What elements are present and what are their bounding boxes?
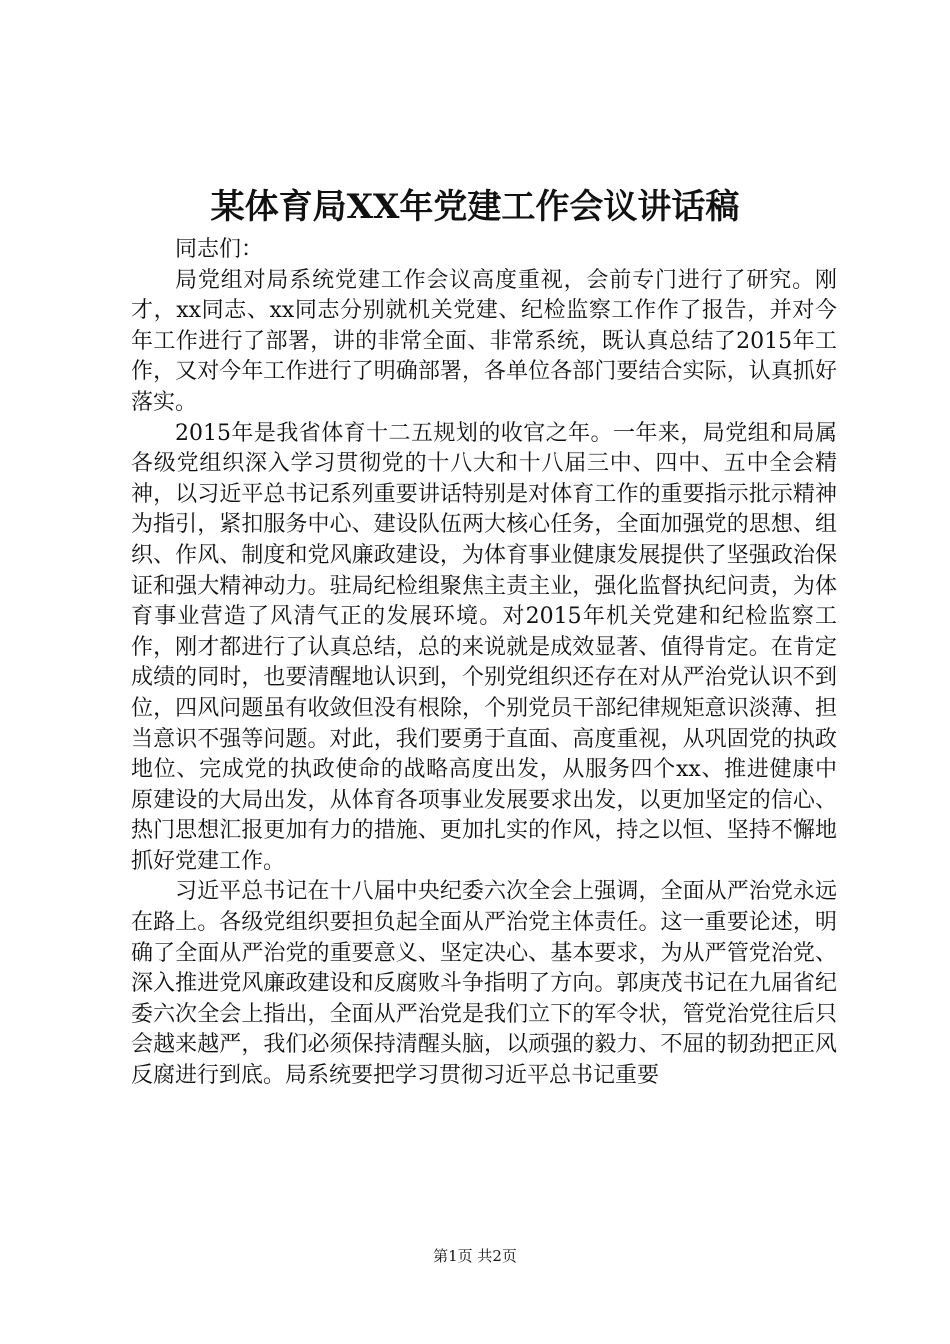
page-footer [0, 1246, 950, 1266]
body-paragraph-1: 局党组对局系统党建工作会议高度重视，会前专门进行了研究。刚才，xx同志、xx同志分别就机关党建、纪检监察工作作了报告，并对今年工作进行了部署，讲的非常全面、非常系统，既认真总结了2015年工作，又对今年工作进行了明确部署，各单位各部门要结合实际，认真抓好落实。 [131, 267, 837, 415]
document-title: 某体育局XX年党建工作会议讲话稿 [210, 187, 740, 227]
document-body [131, 235, 837, 1092]
body-paragraph-2: 2015年是我省体育十二五规划的收官之年。一年来，局党组和局属各级党组织深入学习贯彻党的十八大和十八届三中、四中、五中全会精神，以习近平总书记系列重要讲话特别是对体育工作的重要指示批示精神为指引，紧扣服务中心、建设队伍两大核心任务，全面加强党的思想、组织、作风、制度和党风廉政建设，为体育事业健康发展提供了坚强政治保证和强大精神动力。驻局纪检组聚焦主责主业，强化监督执纪问责，为体育事业营造了风清气正的发展环境。对2015年机关党建和纪检监察工作，刚才都进行了认真总结，总的来说就是成效显著、值得肯定。在肯定成绩的同时，也要清醒地认识到，个别党组织还存在对从严治党认识不到位，四风问题虽有收敛但没有根除，个别党员干部纪律规矩意识淡薄、担当意识不强等问题。对此，我们要勇于直面、高度重视，从巩固党的执政地位、完成党的执政使命的战略高度出发，从服务四个xx、推进健康中原建设的大局出发，从体育各项事业发展要求出发，以更加坚定的信心、热门思想汇报更加有力的措施、更加扎实的作风，持之以恒、坚持不懈地抓好党建工作。 [131, 420, 837, 874]
body-paragraph-3: 习近平总书记在十八届中央纪委六次全会上强调，全面从严治党永远在路上。各级党组织要担负起全面从严治党主体责任。这一重要论述，明确了全面从严治党的重要意义、坚定决心、基本要求，为从严管党治党、深入推进党风廉政建设和反腐败斗争指明了方向。郭庚茂书记在九届省纪委六次全会上指出，全面从严治党是我们立下的军令状，管党治党往后只会越来越严，我们必须保持清醒头脑，以顽强的毅力、不屈的韧劲把正风反腐进行到底。局系统要把学习贯彻习近平总书记重要 [131, 879, 837, 1089]
salutation: 同志们： [175, 237, 264, 262]
page-indicator: 第1页 共2页 [433, 1247, 517, 1265]
